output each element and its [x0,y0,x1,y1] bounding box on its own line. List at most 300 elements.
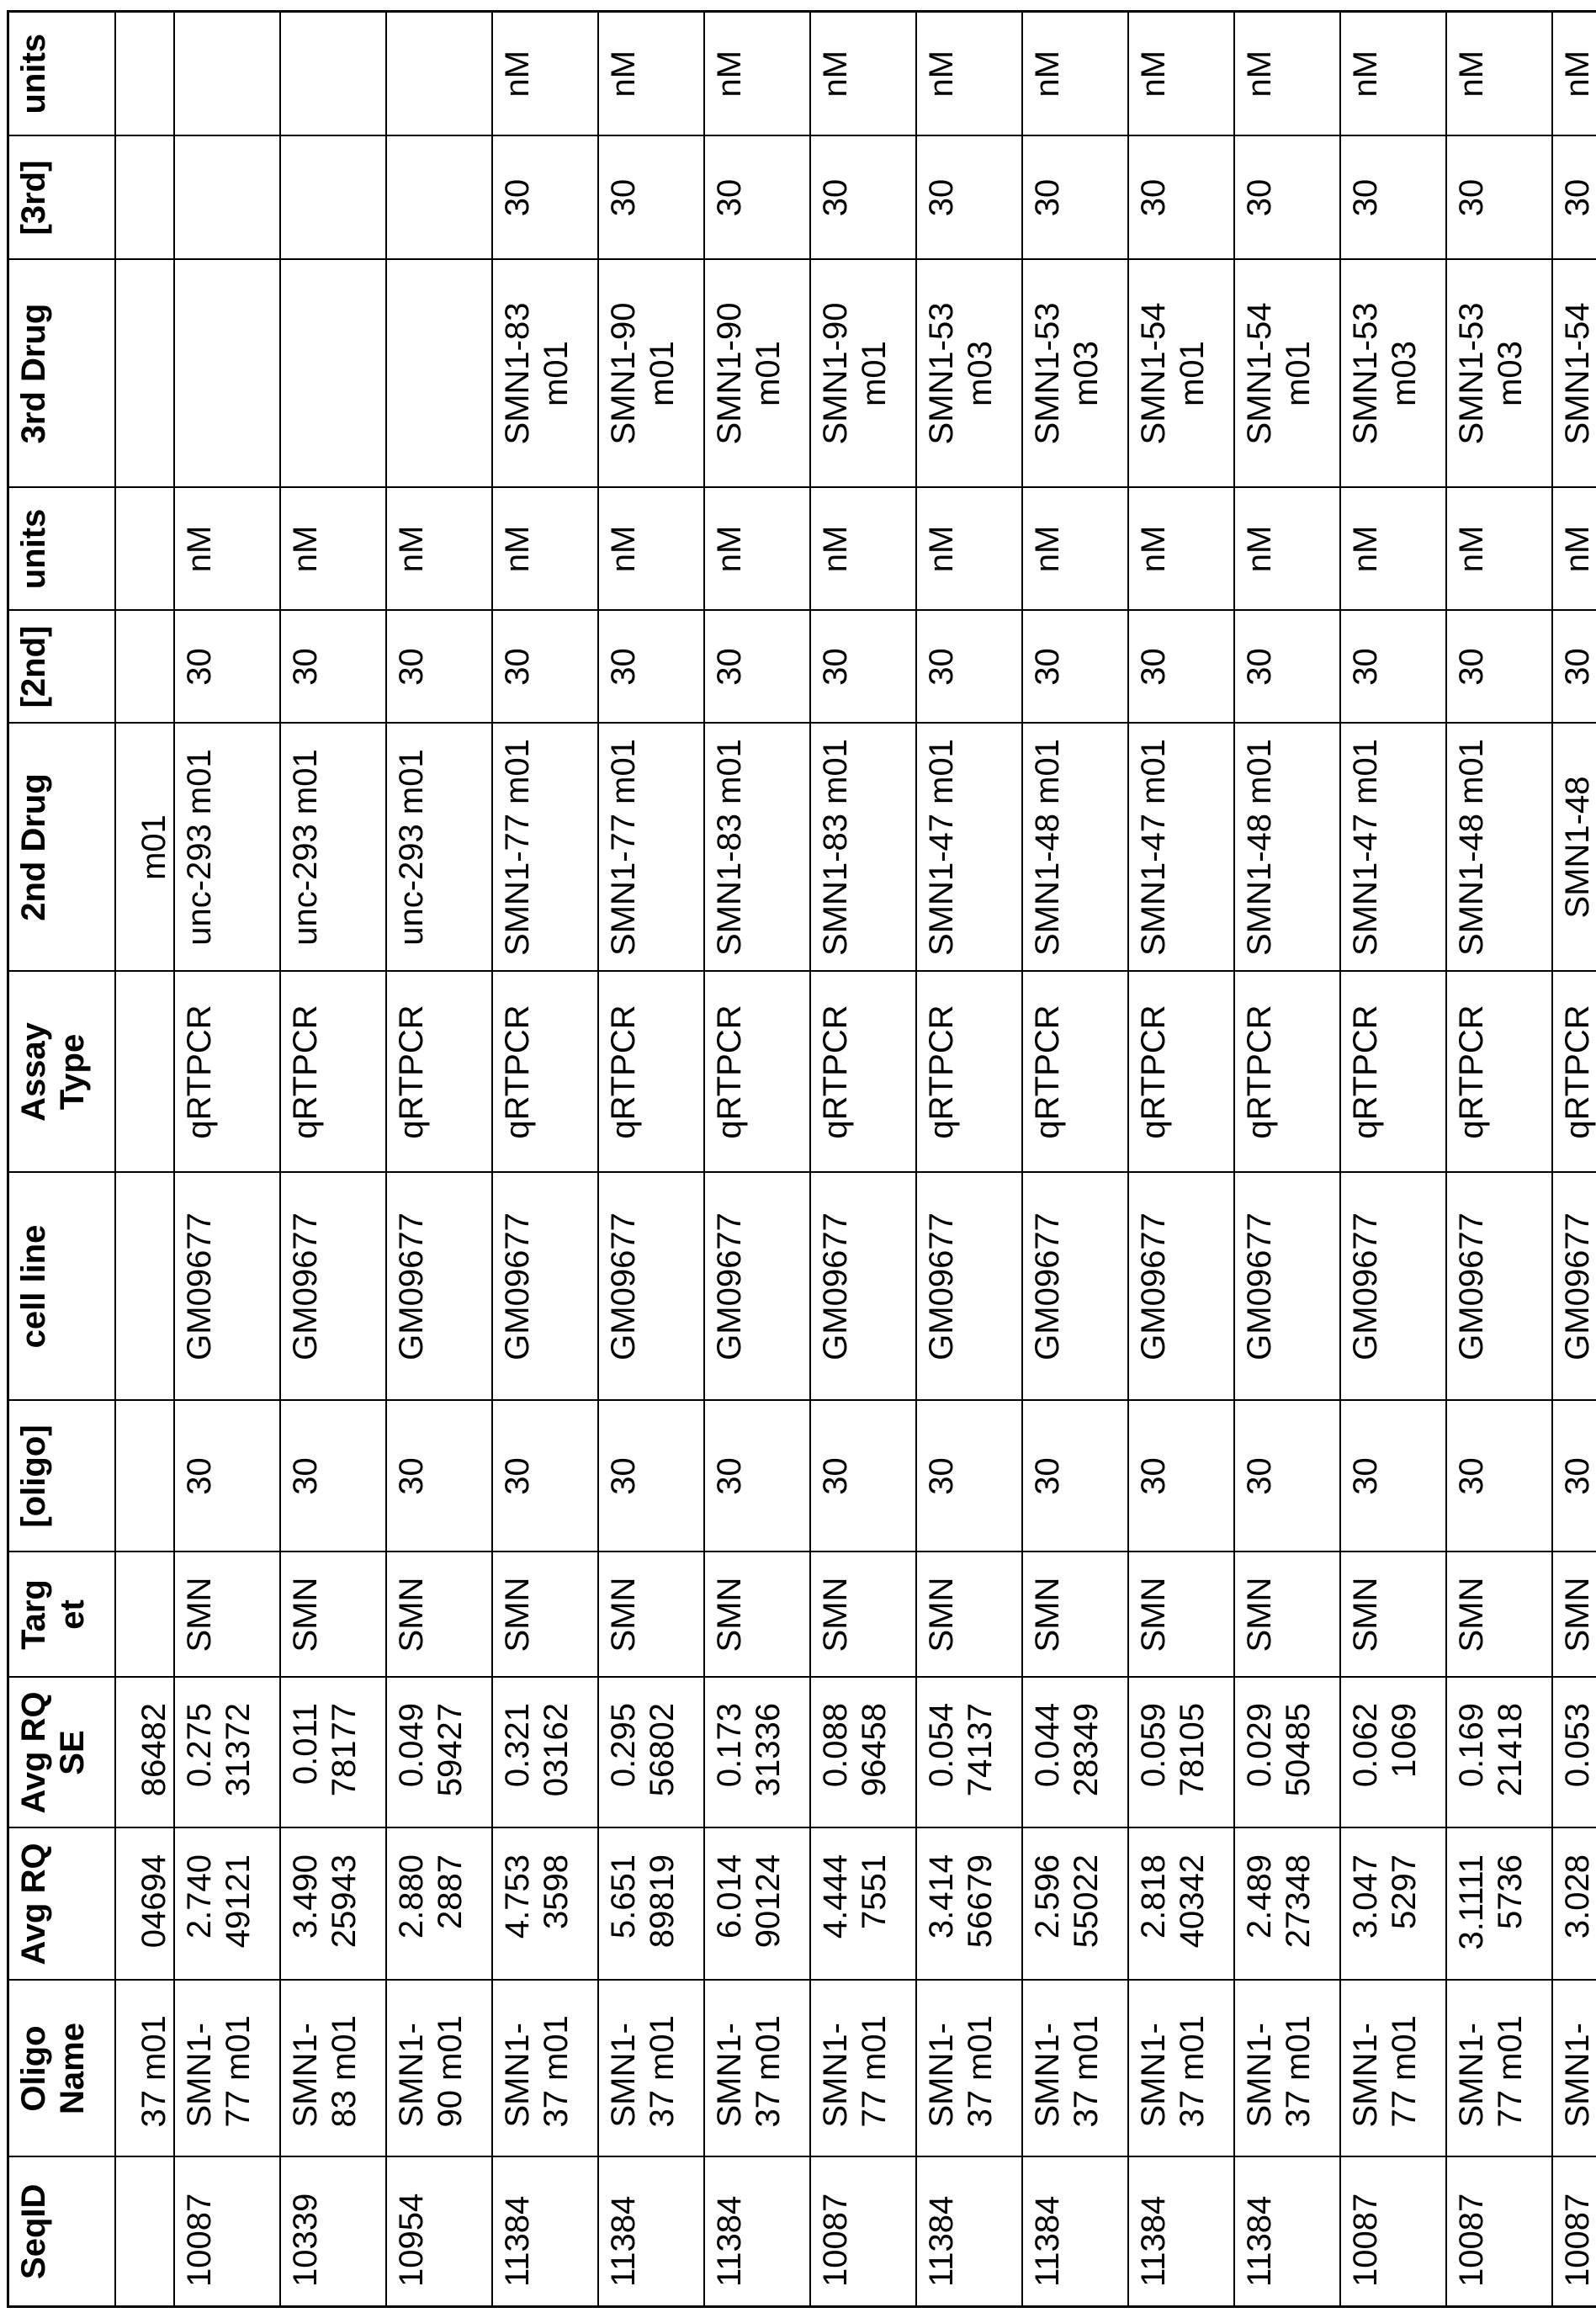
cell-line-value: GM09677 [1346,1182,1385,1392]
header-label: Target [14,1575,92,1655]
assay-type-value: qRTPCR [180,981,219,1164]
cell-third-units [1022,12,1128,136]
cell-third-conc [1340,136,1446,260]
target-value: SMN [286,1562,325,1668]
second-conc-value: 30 [1452,620,1491,714]
second-conc-value: 30 [604,620,643,714]
cell-third-units [598,12,704,136]
second-units-value: nM [1558,497,1596,602]
second-units-value: nM [1134,497,1173,602]
cell-line-value: GM09677 [1558,1182,1596,1392]
second-units-value: nM [286,497,325,602]
cell-seqid [280,2157,386,2307]
cell-second-conc [810,611,916,724]
header-third-conc [8,136,116,260]
cell-cell-line [115,1173,174,1401]
cell-line-value: GM09677 [604,1182,643,1392]
second-drug-value: SMN1-77 m01 [498,733,537,963]
oligo-conc-value: 30 [1452,1410,1491,1543]
second-drug-value: SMN1-47 m01 [1134,733,1173,963]
cell-third-conc [598,136,704,260]
avg-rq-se-value: 0.0621069 [1346,1703,1424,1802]
cell-oligo-conc [1340,1401,1446,1552]
cell-third-conc [704,136,810,260]
avg-rq-se-value: 0.32103162 [498,1703,575,1802]
cell-assay-type [810,972,916,1173]
cell-assay-type [1552,972,1596,1173]
cell-second-conc [174,611,280,724]
avg-rq-se-value: 0.08896458 [816,1703,893,1802]
table-row [174,12,280,2307]
table-row [1446,12,1552,2307]
avg-rq-value: 3.49025943 [286,1854,363,1954]
cell-seqid [1446,2157,1552,2307]
cell-assay-type [492,972,598,1173]
cell-second-units [386,488,492,611]
second-drug-value: SMN1-48 m01 [1028,733,1067,963]
cell-second-conc [280,611,386,724]
avg-rq-value: 3.028 [1558,1854,1596,1954]
oligo-name-value: 37 m01 [135,2010,173,2128]
oligo-name-value: SMN1-37 m01 [1134,2010,1212,2128]
second-units-value: nM [816,497,855,602]
assay-type-value: qRTPCR [392,981,431,1164]
cell-third-drug [174,260,280,488]
seqid-value: 11384 [1028,2167,1067,2288]
assay-type-value: qRTPCR [922,981,961,1164]
cell-line-value: GM09677 [180,1182,219,1392]
second-conc-value: 30 [1028,620,1067,714]
oligo-conc-value: 30 [180,1410,219,1543]
table-row [1552,12,1596,2307]
cell-third-drug [916,260,1022,488]
header-second-units [8,488,116,611]
second-conc-value: 30 [1558,620,1596,714]
cell-avg-rq [1234,1828,1340,1981]
avg-rq-se-value: 0.02950485 [1240,1703,1318,1802]
target-value: SMN [1346,1562,1385,1668]
seqid-value: 11384 [1240,2167,1279,2288]
cell-third-conc [280,136,386,260]
cell-assay-type [1022,972,1128,1173]
table-row [280,12,386,2307]
cell-line-value: GM09677 [1028,1182,1067,1392]
cell-second-conc [1446,611,1552,724]
cell-avg-rq-se [280,1678,386,1828]
cell-assay-type [1234,972,1340,1173]
cell-avg-rq [1340,1828,1446,1981]
third-units-value: nM [816,21,855,127]
cell-avg-rq [1128,1828,1234,1981]
cell-avg-rq [386,1828,492,1981]
cell-oligo-conc [1128,1401,1234,1552]
cell-second-drug [1552,724,1596,972]
cell-oligo-name [1340,1981,1446,2157]
oligo-assay-table [7,10,1596,2308]
third-drug-value: SMN1-53 m03 [1452,269,1530,479]
header-label: 2nd Drug [14,733,53,963]
cell-cell-line [280,1173,386,1401]
third-drug-value: SMN1-54 [1558,269,1596,479]
cell-line-value: GM09677 [1240,1182,1279,1392]
second-drug-value: SMN1-48 [1558,733,1596,963]
cell-second-units [1128,488,1234,611]
cell-line-value: GM09677 [392,1182,431,1392]
seqid-value: 11384 [1134,2167,1173,2288]
third-units-value: nM [1346,21,1385,127]
target-value: SMN [1558,1562,1596,1668]
third-conc-value: 30 [498,146,537,251]
third-units-value: nM [1452,21,1491,127]
oligo-conc-value: 30 [1134,1410,1173,1543]
cell-second-conc [492,611,598,724]
avg-rq-value: 4.4447551 [816,1854,893,1954]
cell-oligo-conc [810,1401,916,1552]
oligo-name-value: SMN1-37 m01 [1240,2010,1318,2128]
cell-avg-rq-se [1340,1678,1446,1828]
third-conc-value: 30 [1558,146,1596,251]
header-assay-type [8,972,116,1173]
cell-avg-rq [1446,1828,1552,1981]
header-label: Avg RQ [14,1838,53,1971]
cell-third-units [1446,12,1552,136]
cell-seqid [810,2157,916,2307]
cell-second-drug [115,724,174,972]
cell-third-drug [704,260,810,488]
cell-oligo-conc [1234,1401,1340,1552]
table-row [1022,12,1128,2307]
seqid-value: 10087 [1346,2167,1385,2288]
cell-oligo-name [1128,1981,1234,2157]
cell-second-drug [704,724,810,972]
cell-third-conc [115,136,174,260]
cell-line-value: GM09677 [286,1182,325,1392]
cell-third-drug [280,260,386,488]
seqid-value: 10087 [1558,2167,1596,2288]
assay-type-value: qRTPCR [1134,981,1173,1164]
avg-rq-se-value: 86482 [135,1703,173,1802]
seqid-value: 10087 [1452,2167,1491,2288]
cell-third-units [916,12,1022,136]
third-conc-value: 30 [922,146,961,251]
cell-third-drug [1022,260,1128,488]
assay-type-value: qRTPCR [1452,981,1491,1164]
second-drug-value: unc-293 m01 [180,733,219,963]
cell-seqid [492,2157,598,2307]
third-drug-value: SMN1-90 m01 [604,269,681,479]
cell-third-units [1340,12,1446,136]
cell-oligo-name [1234,1981,1340,2157]
cell-second-units [115,488,174,611]
cell-avg-rq [704,1828,810,1981]
cell-seqid [598,2157,704,2307]
cell-target [916,1552,1022,1678]
cell-avg-rq-se [1022,1678,1128,1828]
cell-avg-rq-se [115,1678,174,1828]
cell-second-units [1022,488,1128,611]
assay-type-value: qRTPCR [710,981,749,1164]
cell-target [1340,1552,1446,1678]
target-value: SMN [1134,1562,1173,1668]
oligo-conc-value: 30 [286,1410,325,1543]
second-units-value: nM [180,497,219,602]
cell-second-conc [704,611,810,724]
target-value: SMN [816,1562,855,1668]
cell-avg-rq [174,1828,280,1981]
assay-type-value: qRTPCR [1240,981,1279,1164]
cell-assay-type [598,972,704,1173]
cell-third-conc [810,136,916,260]
cell-target [704,1552,810,1678]
second-conc-value: 30 [1346,620,1385,714]
cell-seqid [1234,2157,1340,2307]
oligo-conc-value: 30 [1558,1410,1596,1543]
second-conc-value: 30 [922,620,961,714]
cell-third-units [1234,12,1340,136]
target-value: SMN [1028,1562,1067,1668]
avg-rq-se-value: 0.01178177 [286,1703,363,1802]
cell-target [174,1552,280,1678]
target-value: SMN [180,1562,219,1668]
cell-third-conc [1128,136,1234,260]
cell-cell-line [1128,1173,1234,1401]
seqid-value: 10954 [392,2167,431,2288]
avg-rq-value: 3.11115736 [1452,1854,1530,1954]
target-value: SMN [498,1562,537,1668]
cell-assay-type [386,972,492,1173]
cell-third-units [810,12,916,136]
second-units-value: nM [392,497,431,602]
avg-rq-se-value: 0.04428349 [1028,1703,1106,1802]
third-conc-value: 30 [1240,146,1279,251]
second-drug-value: SMN1-48 m01 [1452,733,1491,963]
assay-type-value: qRTPCR [1558,981,1596,1164]
cell-second-units [174,488,280,611]
cell-cell-line [1552,1173,1596,1401]
cell-avg-rq [810,1828,916,1981]
cell-second-drug [386,724,492,972]
oligo-name-value: SMN1-77 m01 [180,2010,257,2128]
oligo-name-value: SMN1- [1558,2010,1596,2128]
header-label: [2nd] [14,620,53,714]
third-units-value: nM [922,21,961,127]
cell-second-units [1234,488,1340,611]
cell-assay-type [280,972,386,1173]
table-row [115,12,174,2307]
assay-type-value: qRTPCR [286,981,325,1164]
cell-cell-line [916,1173,1022,1401]
cell-avg-rq [916,1828,1022,1981]
assay-type-value: qRTPCR [498,981,537,1164]
assay-type-value: qRTPCR [816,981,855,1164]
second-conc-value: 30 [1240,620,1279,714]
cell-second-conc [598,611,704,724]
cell-second-units [916,488,1022,611]
cell-second-drug [1022,724,1128,972]
oligo-conc-value: 30 [1240,1410,1279,1543]
second-conc-value: 30 [498,620,537,714]
cell-second-units [492,488,598,611]
cell-second-drug [492,724,598,972]
oligo-name-value: SMN1-77 m01 [1346,2010,1424,2128]
cell-second-drug [1128,724,1234,972]
cell-assay-type [1340,972,1446,1173]
second-drug-value: m01 [135,733,173,963]
cell-third-units [115,12,174,136]
cell-seqid [1340,2157,1446,2307]
second-units-value: nM [604,497,643,602]
cell-second-drug [1446,724,1552,972]
cell-oligo-conc [174,1401,280,1552]
second-units-value: nM [498,497,537,602]
cell-avg-rq [1022,1828,1128,1981]
cell-third-units [174,12,280,136]
cell-oligo-name [1022,1981,1128,2157]
second-conc-value: 30 [710,620,749,714]
cell-assay-type [916,972,1022,1173]
cell-oligo-name [704,1981,810,2157]
cell-second-conc [916,611,1022,724]
cell-avg-rq [492,1828,598,1981]
cell-oligo-conc [1446,1401,1552,1552]
header-label: Avg RQ SE [14,1687,92,1819]
target-value: SMN [1452,1562,1491,1668]
oligo-name-value: SMN1-90 m01 [392,2010,469,2128]
table-row [492,12,598,2307]
header-label: units [14,21,53,127]
cell-oligo-conc [115,1401,174,1552]
cell-third-drug [115,260,174,488]
seqid-value: 10339 [286,2167,325,2288]
oligo-name-value: SMN1-77 m01 [816,2010,893,2128]
header-third-units [8,12,116,136]
second-conc-value: 30 [816,620,855,714]
cell-second-drug [916,724,1022,972]
cell-target [386,1552,492,1678]
cell-second-units [1446,488,1552,611]
oligo-name-value: SMN1-77 m01 [1452,2010,1530,2128]
header-seqid [8,2157,116,2307]
cell-target [1234,1552,1340,1678]
cell-third-units [704,12,810,136]
oligo-name-value: SMN1-83 m01 [286,2010,363,2128]
cell-target [492,1552,598,1678]
table-row [1234,12,1340,2307]
header-label: [3rd] [14,146,53,251]
assay-type-value: qRTPCR [604,981,643,1164]
cell-seqid [1022,2157,1128,2307]
cell-third-drug [386,260,492,488]
cell-avg-rq-se [916,1678,1022,1828]
third-drug-value: SMN1-54 m01 [1134,269,1212,479]
avg-rq-value: 04694 [135,1854,173,1954]
avg-rq-value: 2.8802887 [392,1854,469,1954]
cell-line-value: GM09677 [922,1182,961,1392]
target-value: SMN [710,1562,749,1668]
second-drug-value: SMN1-47 m01 [922,733,961,963]
cell-line-value: GM09677 [710,1182,749,1392]
cell-oligo-name [386,1981,492,2157]
cell-assay-type [115,972,174,1173]
cell-cell-line [1234,1173,1340,1401]
table-row [1340,12,1446,2307]
cell-assay-type [1446,972,1552,1173]
target-value: SMN [922,1562,961,1668]
avg-rq-value: 3.41456679 [922,1854,999,1954]
seqid-value: 10087 [180,2167,219,2288]
header-target [8,1552,116,1678]
table-row [1128,12,1234,2307]
cell-target [115,1552,174,1678]
cell-cell-line [598,1173,704,1401]
cell-second-conc [1340,611,1446,724]
cell-assay-type [704,972,810,1173]
target-value: SMN [604,1562,643,1668]
cell-second-units [1340,488,1446,611]
target-value: SMN [392,1562,431,1668]
second-drug-value: SMN1-77 m01 [604,733,643,963]
cell-second-drug [810,724,916,972]
oligo-conc-value: 30 [1028,1410,1067,1543]
oligo-name-value: SMN1-37 m01 [498,2010,575,2128]
cell-oligo-conc [1552,1401,1596,1552]
cell-target [1022,1552,1128,1678]
cell-second-conc [1552,611,1596,724]
second-conc-value: 30 [1134,620,1173,714]
seqid-value: 11384 [604,2167,643,2288]
cell-third-conc [174,136,280,260]
cell-seqid [386,2157,492,2307]
second-drug-value: SMN1-48 m01 [1240,733,1279,963]
header-label: 3rd Drug [14,269,53,479]
cell-oligo-conc [916,1401,1022,1552]
cell-third-drug [1340,260,1446,488]
third-conc-value: 30 [816,146,855,251]
oligo-conc-value: 30 [498,1410,537,1543]
cell-second-units [810,488,916,611]
table-row [598,12,704,2307]
cell-avg-rq-se [492,1678,598,1828]
second-drug-value: unc-293 m01 [392,733,431,963]
cell-avg-rq [115,1828,174,1981]
cell-avg-rq [280,1828,386,1981]
table-row [704,12,810,2307]
cell-third-conc [1234,136,1340,260]
avg-rq-value: 2.74049121 [180,1854,257,1954]
third-units-value: nM [710,21,749,127]
cell-third-conc [386,136,492,260]
oligo-name-value: SMN1-37 m01 [1028,2010,1106,2128]
cell-oligo-name [1552,1981,1596,2157]
oligo-conc-value: 30 [392,1410,431,1543]
avg-rq-value: 5.65189819 [604,1854,681,1954]
oligo-conc-value: 30 [922,1410,961,1543]
second-units-value: nM [710,497,749,602]
cell-avg-rq-se [1446,1678,1552,1828]
third-conc-value: 30 [1028,146,1067,251]
avg-rq-se-value: 0.16921418 [1452,1703,1530,1802]
avg-rq-se-value: 0.17331336 [710,1703,787,1802]
oligo-name-value: SMN1-37 m01 [710,2010,787,2128]
cell-second-conc [386,611,492,724]
cell-oligo-name [598,1981,704,2157]
header-label: SeqID [14,2167,53,2298]
assay-type-value: qRTPCR [1346,981,1385,1164]
header-avg-rq-se [8,1678,116,1828]
cell-target [280,1552,386,1678]
cell-second-conc [1234,611,1340,724]
cell-oligo-name [280,1981,386,2157]
